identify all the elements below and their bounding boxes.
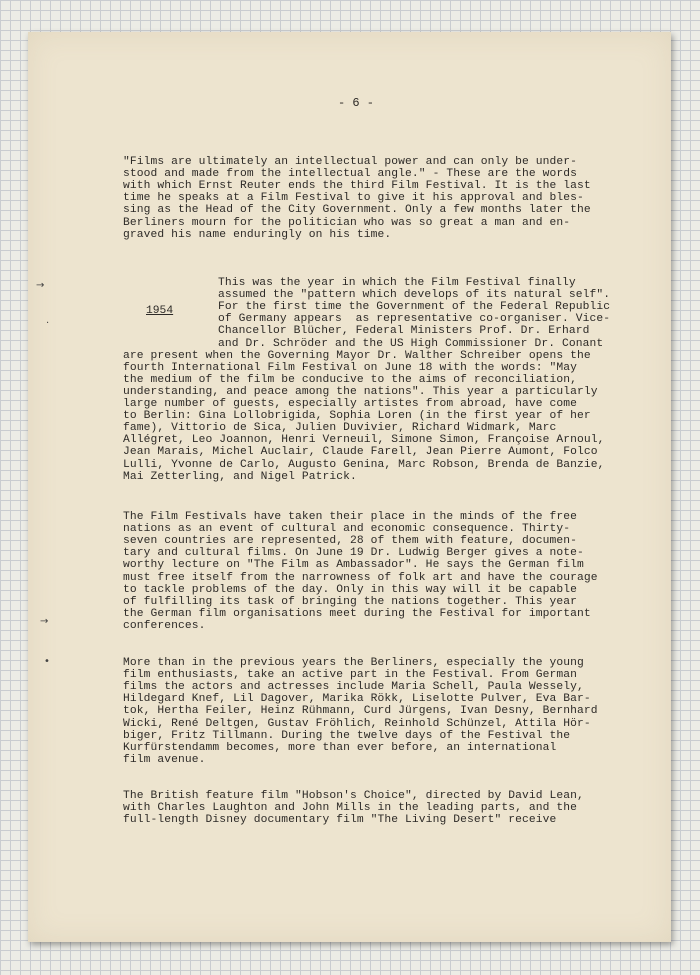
- text-line: with Charles Laughton and John Mills in the leading parts, and the: [123, 802, 578, 815]
- text-line: Berliners mourn for the politician who was so great a man and en-: [123, 216, 571, 229]
- margin-mark: →: [40, 616, 49, 627]
- text-line: The Film Festivals have taken their place in the minds of the free: [123, 511, 578, 523]
- text-line: the medium of the film be conducive to the aims of reconciliation,: [123, 373, 578, 386]
- text-line: films the actors and actresses include Maria Schell, Paula Wessely,: [123, 681, 584, 694]
- text-line: Kurfürstendamm becomes, more than ever before, an international: [123, 741, 557, 754]
- text-line: biger, Fritz Tillmann. During the twelve days of the Festival the: [123, 729, 571, 742]
- text-line: tary and cultural films. On June 19 Dr. Ludwig Berger gives a note-: [123, 547, 584, 560]
- text-line: sing as the Head of the City Government. Only a few months later the: [123, 204, 591, 217]
- text-line: with which Ernst Reuter ends the third Film Festival. It is the last: [123, 180, 591, 193]
- text-line: film avenue.: [123, 753, 206, 766]
- text-line: of Germany appears as representative co-organiser. Vice-: [218, 313, 611, 326]
- text-line: full-length Disney documentary film "The Living Desert" receive: [123, 814, 557, 827]
- text-line: the German film organisations meet during the Festival for important: [123, 607, 591, 620]
- text-line: fourth International Film Festival on June 18 with the words: "May: [123, 361, 578, 374]
- text-line: Mai Zetterling, and Nigel Patrick.: [123, 470, 357, 483]
- text-line: Wicki, René Deltgen, Gustav Fröhlich, Reinhold Schünzel, Attila Hör-: [123, 717, 591, 730]
- margin-mark: ·: [46, 318, 50, 329]
- year-margin-label: 1954: [146, 305, 174, 317]
- text-line: of fulfilling its task of bringing the nations together. This year: [123, 595, 578, 608]
- text-line: assumed the "pattern which develops of its natural self".: [218, 289, 611, 302]
- text-line: More than in the previous years the Berliners, especially the young: [123, 657, 584, 669]
- text-line: Hildegard Knef, Lil Dagover, Marika Rökk, Liselotte Pulver, Eva Bar-: [123, 693, 591, 706]
- text-line: large number of guests, especially artistes from abroad, have come: [123, 398, 578, 410]
- text-line: stood and made from the intellectual angle." - These are the words: [123, 168, 578, 181]
- text-line: seven countries are represented, 28 of them with feature, documen-: [123, 535, 578, 548]
- text-line: are present when the Governing Mayor Dr. Walther Schreiber opens the: [123, 349, 591, 362]
- text-line: must free itself from the narrowness of folk art and have the courage: [123, 571, 598, 584]
- text-line: This was the year in which the Film Festival finally: [218, 277, 576, 289]
- margin-mark: •: [44, 656, 50, 667]
- text-line: to Berlin: Gina Lollobrigida, Sophia Loren (in the first year of her: [123, 410, 591, 423]
- text-line: and Dr. Schröder and the US High Commissioner Dr. Conant: [218, 337, 604, 350]
- text-line: Chancellor Blücher, Federal Ministers Prof. Dr. Erhard: [218, 325, 590, 338]
- margin-mark: →: [36, 280, 45, 291]
- text-line: graved his name enduringly on his time.: [123, 228, 392, 241]
- text-line: to tackle problems of the day. Only in this way will it be capable: [123, 583, 578, 596]
- page-number: - 6 -: [338, 96, 375, 110]
- text-line: time he speaks at a Film Festival to give it his approval and bles-: [123, 192, 584, 205]
- text-line: The British feature film "Hobson's Choice", directed by David Lean,: [123, 790, 584, 802]
- text-line: For the first time the Government of the Federal Republic: [218, 301, 611, 314]
- text-line: nations as an event of cultural and economic consequence. Thirty-: [123, 523, 571, 536]
- text-line: film enthusiasts, take an active part in the Festival. From German: [123, 669, 578, 682]
- text-line: Allégret, Leo Joannon, Henri Verneuil, Simone Simon, Françoise Arnoul,: [123, 434, 605, 447]
- text-line: understanding, and peace among the nations". This year a particularly: [123, 385, 598, 398]
- text-line: conferences.: [123, 619, 206, 632]
- text-line: Jean Marais, Michel Auclair, Claude Farell, Jean Pierre Aumont, Folco: [123, 446, 598, 459]
- text-line: "Films are ultimately an intellectual power and can only be under-: [123, 156, 578, 168]
- text-line: Lulli, Yvonne de Carlo, Augusto Genina, Marc Robson, Brenda de Banzie,: [123, 458, 605, 471]
- text-line: tok, Hertha Feiler, Heinz Rühmann, Curd Jürgens, Ivan Desny, Bernhard: [123, 705, 598, 718]
- text-line: worthy lecture on "The Film as Ambassador". He says the German film: [123, 559, 584, 572]
- text-line: fame), Vittorio de Sica, Julien Duvivier, Richard Widmark, Marc: [123, 422, 557, 435]
